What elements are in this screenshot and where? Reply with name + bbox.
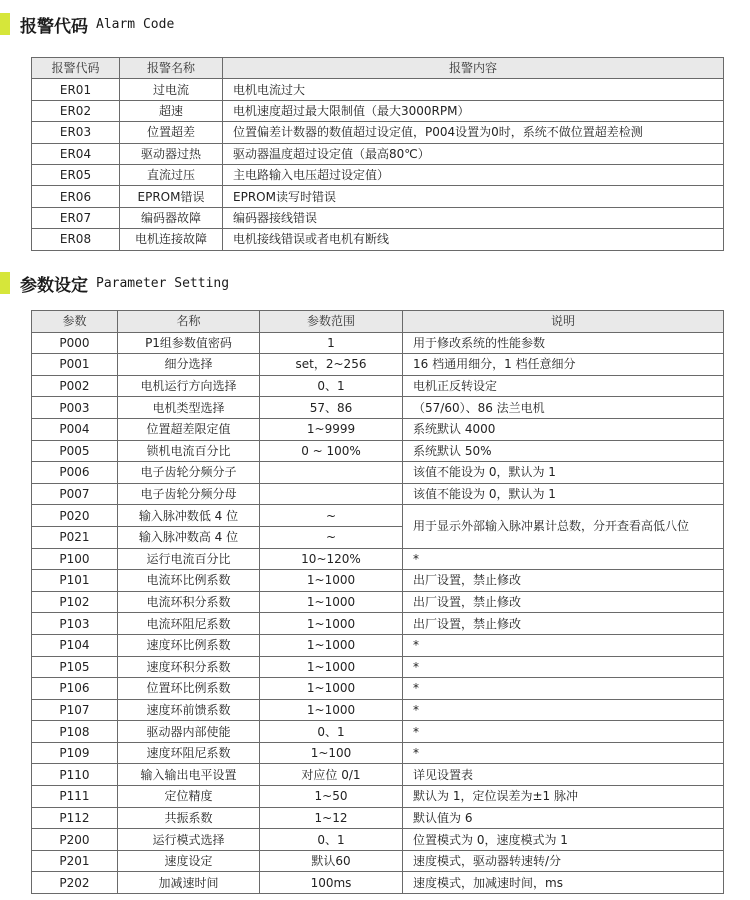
param-id-cell: P102: [32, 591, 118, 613]
table-row: [32, 807, 724, 829]
param-name-cell: 锁机电流百分比: [118, 440, 260, 462]
table-row: [32, 742, 724, 764]
param-id-cell: P106: [32, 678, 118, 700]
table-row: [32, 656, 724, 678]
param-desc-cell: 系统默认 4000: [403, 418, 724, 440]
param-id-cell: P103: [32, 613, 118, 635]
param-name-cell: 位置环比例系数: [118, 678, 260, 700]
param-id-cell: P006: [32, 462, 118, 484]
param-range-cell: 1~1000: [260, 656, 403, 678]
param-name-cell: 输入输出电平设置: [118, 764, 260, 786]
table-row: [32, 462, 724, 484]
param-desc-cell: 速度模式，加减速时间，ms: [403, 872, 724, 894]
param-desc-cell: 用于修改系统的性能参数: [403, 332, 724, 354]
param-id-cell: P104: [32, 634, 118, 656]
alarm-code-cell: ER02: [32, 100, 120, 121]
param-name-cell: 加减速时间: [118, 872, 260, 894]
param-name-cell: 电子齿轮分频分子: [118, 462, 260, 484]
param-name-cell: 电流环阻尼系数: [118, 613, 260, 635]
param-id-cell: P112: [32, 807, 118, 829]
section-title-en: Alarm Code: [96, 16, 175, 32]
table-row: [32, 164, 724, 185]
param-name-cell: 电流环比例系数: [118, 570, 260, 592]
param-id-cell: P105: [32, 656, 118, 678]
param-desc-cell: 该值不能设为 0，默认为 1: [403, 483, 724, 505]
param-id-cell: P108: [32, 721, 118, 743]
param-name-cell: 运行模式选择: [118, 829, 260, 851]
param-desc-cell: *: [403, 721, 724, 743]
table-row: [32, 613, 724, 635]
alarm-content-cell: 位置偏差计数器的数值超过设定值，P004设置为0时，系统不做位置超差检测: [223, 122, 724, 143]
table-row: [32, 207, 724, 228]
alarm-code-cell: ER08: [32, 229, 120, 250]
param-name-cell: 电机类型选择: [118, 397, 260, 419]
param-id-cell: P007: [32, 483, 118, 505]
param-id-cell: P111: [32, 786, 118, 808]
param-range-cell: 1~1000: [260, 570, 403, 592]
alarm-name-cell: 超速: [120, 100, 223, 121]
param-id-cell: P004: [32, 418, 118, 440]
table-row: [32, 699, 724, 721]
table-row: [32, 634, 724, 656]
table-row: [32, 570, 724, 592]
param-id-cell: P110: [32, 764, 118, 786]
param-desc-cell: 出厂设置，禁止修改: [403, 591, 724, 613]
table-row: [32, 397, 724, 419]
alarm-code-cell: ER04: [32, 143, 120, 164]
param-id-cell: P107: [32, 699, 118, 721]
param-range-cell: 1~1000: [260, 634, 403, 656]
param-range-cell: [260, 483, 403, 505]
alarm-content-cell: 电机电流过大: [223, 79, 724, 100]
param-range-cell: 57、86: [260, 397, 403, 419]
column-header: 说明: [403, 311, 724, 333]
param-name-cell: 细分选择: [118, 354, 260, 376]
param-id-cell: P200: [32, 829, 118, 851]
param-name-cell: 速度环前馈系数: [118, 699, 260, 721]
table-row: [32, 122, 724, 143]
param-desc-cell: 速度模式，驱动器转速转/分: [403, 850, 724, 872]
param-range-cell: 1~100: [260, 742, 403, 764]
param-desc-cell: 位置模式为 0，速度模式为 1: [403, 829, 724, 851]
alarm-content-cell: 电机速度超过最大限制值（最大3000RPM）: [223, 100, 724, 121]
table-row: [32, 143, 724, 164]
param-desc-cell: （57/60）、86 法兰电机: [403, 397, 724, 419]
table-row: [32, 79, 724, 100]
table-row: [32, 229, 724, 250]
alarm-name-cell: EPROM错误: [120, 186, 223, 207]
param-name-cell: 输入脉冲数高 4 位: [118, 526, 260, 548]
alarm-code-cell: ER05: [32, 164, 120, 185]
param-id-cell: P021: [32, 526, 118, 548]
param-range-cell: 默认60: [260, 850, 403, 872]
alarm-content-cell: 主电路输入电压超过设定值）: [223, 164, 724, 185]
accent-bar: [0, 272, 10, 294]
table-row: [32, 375, 724, 397]
param-name-cell: 速度环积分系数: [118, 656, 260, 678]
param-id-cell: P001: [32, 354, 118, 376]
param-range-cell: 10~120%: [260, 548, 403, 570]
section-title-cn: 参数设定: [20, 275, 88, 296]
param-range-cell: 0、1: [260, 829, 403, 851]
param-range-cell: ~: [260, 526, 403, 548]
param-range-cell: 1~1000: [260, 591, 403, 613]
alarm-content-cell: 驱动器温度超过设定值（最高80℃）: [223, 143, 724, 164]
param-range-cell: 1~1000: [260, 678, 403, 700]
param-range-cell: 1~1000: [260, 699, 403, 721]
table-row: [32, 440, 724, 462]
column-header: 报警内容: [223, 58, 724, 79]
column-header: 报警代码: [32, 58, 120, 79]
param-name-cell: 速度环阻尼系数: [118, 742, 260, 764]
table-row: [32, 721, 724, 743]
param-id-cell: P000: [32, 332, 118, 354]
column-header: 参数: [32, 311, 118, 333]
param-name-cell: 速度设定: [118, 850, 260, 872]
table-row: [32, 591, 724, 613]
param-desc-cell: *: [403, 656, 724, 678]
table-row: [32, 764, 724, 786]
table-row: [32, 483, 724, 505]
alarm-code-table: [31, 57, 724, 251]
param-range-cell: 100ms: [260, 872, 403, 894]
param-id-cell: P020: [32, 505, 118, 527]
alarm-content-cell: 电机接线错误或者电机有断线: [223, 229, 724, 250]
param-id-cell: P005: [32, 440, 118, 462]
param-range-cell: 1~50: [260, 786, 403, 808]
param-id-cell: P201: [32, 850, 118, 872]
table-row: [32, 678, 724, 700]
param-name-cell: 速度环比例系数: [118, 634, 260, 656]
alarm-content-cell: 编码器接线错误: [223, 207, 724, 228]
param-desc-cell: 默认值为 6: [403, 807, 724, 829]
accent-bar: [0, 13, 10, 35]
alarm-name-cell: 电机连接故障: [120, 229, 223, 250]
param-range-cell: 1~9999: [260, 418, 403, 440]
param-range-cell: 0、1: [260, 375, 403, 397]
section-title-en: Parameter Setting: [96, 275, 230, 291]
column-header: 名称: [118, 311, 260, 333]
column-header: 参数范围: [260, 311, 403, 333]
table-row: [32, 850, 724, 872]
param-desc-cell: 系统默认 50%: [403, 440, 724, 462]
param-desc-cell: 16 档通用细分，1 档任意细分: [403, 354, 724, 376]
alarm-name-cell: 编码器故障: [120, 207, 223, 228]
param-range-cell: 1~12: [260, 807, 403, 829]
param-range-cell: [260, 462, 403, 484]
param-name-cell: P1组参数值密码: [118, 332, 260, 354]
alarm-content-cell: EPROM读写时错误: [223, 186, 724, 207]
param-range-cell: 0、1: [260, 721, 403, 743]
param-desc-cell: 出厂设置，禁止修改: [403, 570, 724, 592]
param-range-cell: 对应位 0/1: [260, 764, 403, 786]
param-name-cell: 驱动器内部使能: [118, 721, 260, 743]
param-range-cell: ~: [260, 505, 403, 527]
param-desc-cell: 默认为 1，定位误差为±1 脉冲: [403, 786, 724, 808]
table-row: [32, 186, 724, 207]
alarm-name-cell: 过电流: [120, 79, 223, 100]
param-id-cell: P202: [32, 872, 118, 894]
param-desc-cell: *: [403, 548, 724, 570]
param-range-cell: set，2~256: [260, 354, 403, 376]
param-name-cell: 定位精度: [118, 786, 260, 808]
param-name-cell: 共振系数: [118, 807, 260, 829]
param-name-cell: 电机运行方向选择: [118, 375, 260, 397]
alarm-name-cell: 驱动器过热: [120, 143, 223, 164]
table-header-row: [32, 58, 724, 79]
table-row: [32, 872, 724, 894]
param-name-cell: 运行电流百分比: [118, 548, 260, 570]
table-row: [32, 100, 724, 121]
section-title-cn: 报警代码: [20, 16, 88, 37]
column-header: 报警名称: [120, 58, 223, 79]
alarm-section-header: [0, 13, 174, 35]
parameter-table: [31, 310, 724, 894]
param-id-cell: P101: [32, 570, 118, 592]
param-desc-cell: 电机正反转设定: [403, 375, 724, 397]
param-id-cell: P003: [32, 397, 118, 419]
param-desc-cell: *: [403, 699, 724, 721]
param-id-cell: P002: [32, 375, 118, 397]
alarm-code-cell: ER06: [32, 186, 120, 207]
table-header-row: [32, 311, 724, 333]
param-range-cell: 1: [260, 332, 403, 354]
alarm-code-cell: ER07: [32, 207, 120, 228]
alarm-code-cell: ER03: [32, 122, 120, 143]
table-row: [32, 354, 724, 376]
param-name-cell: 电子齿轮分频分母: [118, 483, 260, 505]
param-desc-cell: 详见设置表: [403, 764, 724, 786]
param-desc-cell: 用于显示外部输入脉冲累计总数，分开查看高低八位: [403, 505, 724, 548]
parameter-section-header: [0, 272, 229, 294]
table-row: [32, 829, 724, 851]
param-name-cell: 输入脉冲数低 4 位: [118, 505, 260, 527]
param-desc-cell: *: [403, 678, 724, 700]
table-row: [32, 786, 724, 808]
param-id-cell: P109: [32, 742, 118, 764]
param-desc-cell: *: [403, 742, 724, 764]
param-desc-cell: 该值不能设为 0，默认为 1: [403, 462, 724, 484]
alarm-code-cell: ER01: [32, 79, 120, 100]
param-name-cell: 位置超差限定值: [118, 418, 260, 440]
param-desc-cell: *: [403, 634, 724, 656]
table-row: [32, 548, 724, 570]
table-row: [32, 505, 724, 527]
param-range-cell: 1~1000: [260, 613, 403, 635]
param-name-cell: 电流环积分系数: [118, 591, 260, 613]
param-desc-cell: 出厂设置，禁止修改: [403, 613, 724, 635]
table-row: [32, 332, 724, 354]
alarm-name-cell: 直流过压: [120, 164, 223, 185]
table-row: [32, 418, 724, 440]
alarm-name-cell: 位置超差: [120, 122, 223, 143]
param-id-cell: P100: [32, 548, 118, 570]
param-range-cell: 0 ~ 100%: [260, 440, 403, 462]
